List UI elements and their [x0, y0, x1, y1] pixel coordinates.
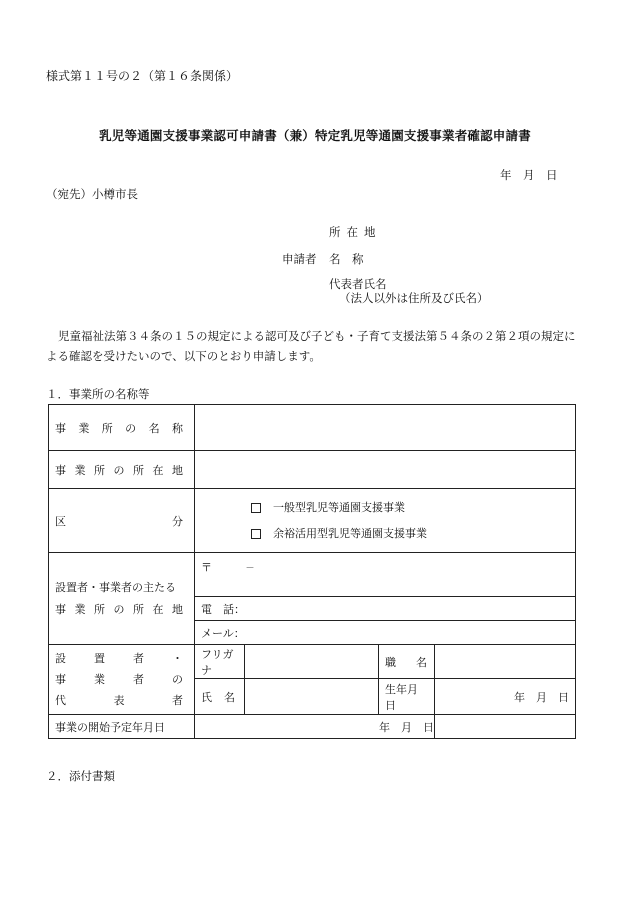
job-title-label: 職 名	[379, 645, 435, 679]
application-date: 年 月 日	[500, 168, 558, 182]
addressee: （宛先）小樽市長	[46, 187, 138, 201]
postal-code-field[interactable]: 〒 －	[195, 553, 576, 597]
applicant-label: 申請者	[282, 252, 317, 266]
full-name-label: 氏 名	[195, 679, 245, 715]
facility-name-label: 事 業 所 の 名 称	[49, 405, 195, 451]
applicant-name-label: 名 称	[329, 252, 364, 266]
body-text: 児童福祉法第３４条の１５の規定による認可及び子ども・子育て支援法第５４条の２第２項の規定による確認を受けたいので、以下のとおり申請します。	[46, 329, 576, 363]
category-options	[195, 489, 576, 553]
checkbox-icon[interactable]	[251, 529, 261, 539]
category-option-general[interactable]: 一般型乳児等通園支援事業	[201, 495, 569, 521]
birthdate-field[interactable]: 年 月 日	[435, 679, 576, 715]
facility-info-table	[48, 404, 576, 739]
table-row	[49, 451, 576, 489]
section2-heading: ２．添付書類	[46, 769, 115, 783]
applicant-representative-note: （法人以外は住所及び氏名）	[339, 291, 489, 305]
category-label: 区 分	[49, 489, 195, 553]
applicant-representative-label: 代表者氏名	[329, 277, 387, 291]
full-name-field[interactable]	[245, 679, 379, 715]
table-row	[49, 489, 576, 553]
category-option-surplus[interactable]: 余裕活用型乳児等通園支援事業	[201, 521, 569, 547]
main-office-label: 設置者・事業者の主たる 事 業 所 の 所 在 地	[49, 553, 195, 645]
start-date-field[interactable]: 年 月 日	[195, 715, 435, 739]
email-field[interactable]: メール：	[195, 621, 576, 645]
section1-heading: １．事業所の名称等	[46, 387, 150, 401]
table-row	[49, 553, 576, 597]
facility-address-label: 事 業 所 の 所 在 地	[49, 451, 195, 489]
start-date-field-end	[435, 715, 576, 739]
facility-name-field[interactable]	[195, 405, 576, 451]
representative-label: 設 置 者 ・ 事 業 者 の 代 表 者	[49, 645, 195, 715]
table-row	[49, 405, 576, 451]
checkbox-icon[interactable]	[251, 503, 261, 513]
applicant-location-label: 所在地	[329, 225, 382, 239]
phone-field[interactable]: 電 話：	[195, 597, 576, 621]
start-date-label: 事業の開始予定年月日	[49, 715, 195, 739]
furigana-label: フリガナ	[195, 645, 245, 679]
form-number: 様式第１１号の２（第１６条関係）	[46, 69, 239, 83]
facility-address-field[interactable]	[195, 451, 576, 489]
table-row	[49, 645, 576, 679]
furigana-field[interactable]	[245, 645, 379, 679]
job-title-field[interactable]	[435, 645, 576, 679]
table-row	[49, 715, 576, 739]
document-title: 乳児等通園支援事業認可申請書（兼）特定乳児等通園支援事業者確認申請書	[99, 128, 531, 143]
birthdate-label: 生年月日	[379, 679, 435, 715]
